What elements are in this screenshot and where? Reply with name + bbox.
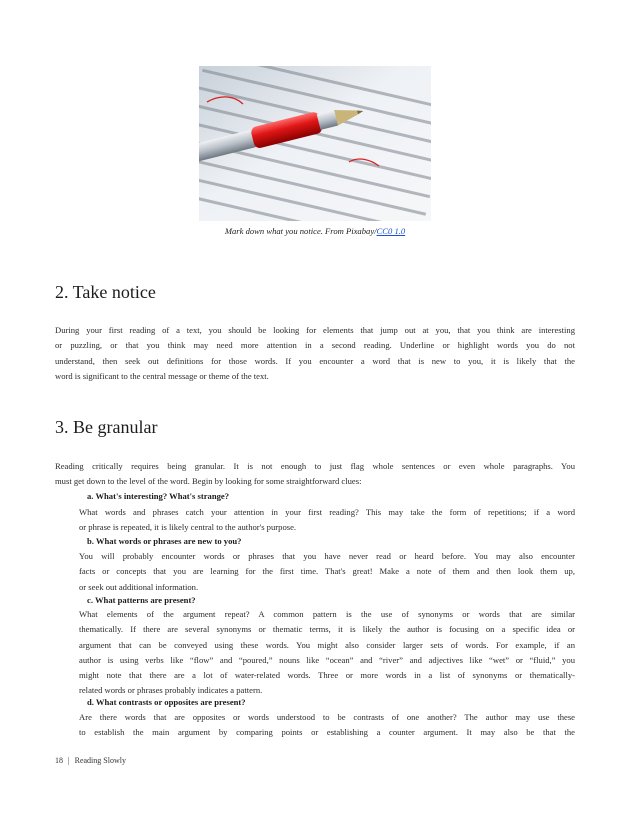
figure-photo bbox=[199, 66, 431, 221]
clue-d-body bbox=[79, 710, 575, 741]
paragraph-line: might note that there are a lot of water-related words. Three or more words in a list of synonyms or thematically- bbox=[79, 670, 575, 681]
clue-a-title: a. What's interesting? What's strange? bbox=[87, 491, 230, 501]
paragraph-line: You will probably encounter words or phrases that you have never read or heard before. You may also encounter bbox=[79, 551, 575, 561]
paragraph-line: Are there words that are opposites or words understood to be contrasts of one another? The author may use these bbox=[79, 712, 575, 722]
section-heading-be-granular: 3. Be granular bbox=[55, 417, 158, 437]
page-number: 18 bbox=[55, 756, 63, 765]
clue-c-title: c. What patterns are present? bbox=[87, 595, 196, 605]
paragraph-line: or puzzling, or that you think may need more attention in a second reading. Underline or highlight words you do not bbox=[55, 340, 575, 351]
paragraph-line: author is using verbs like “flow” and “poured,” nouns like “ocean” and “river” and adjectives like “wet” or “fluid,” you bbox=[79, 654, 575, 665]
paragraph-line: related words or phrases probably indicates a pattern. bbox=[79, 685, 263, 696]
paragraph-line: or phrase is repeated, it is likely central to the author's purpose. bbox=[79, 522, 297, 533]
clue-b-body bbox=[79, 549, 575, 595]
paragraph-line: What elements of the argument repeat? A common pattern is the use of synonyms or words that are similar bbox=[79, 609, 575, 619]
paragraph-line: argument that can be conveyed using these words. You might also consider larger sets of words. For example, if an bbox=[79, 639, 575, 650]
paragraph-line: What words and phrases catch your attention in your first reading? This may take the form of repetitions; if a word bbox=[79, 507, 575, 517]
caption-text: Mark down what you notice. From Pixabay/ bbox=[224, 226, 377, 236]
paragraph-line: thematically. If there are several synonyms or thematic terms, it is likely the author is focusing on a specific idea or bbox=[79, 624, 575, 635]
footer-separator: | bbox=[68, 756, 70, 765]
page-footer bbox=[55, 756, 126, 765]
paragraph-line: understand, then seek out definitions for those words. If you encounter a word that is new to you, it is likely that the bbox=[55, 355, 575, 366]
red-pen-photo bbox=[199, 66, 431, 221]
be-granular-intro bbox=[55, 459, 575, 490]
paragraph-line: Reading critically requires being granular. It is not enough to just flag whole sentences or even whole paragraphs. You bbox=[55, 461, 575, 471]
caption-license-link[interactable]: CC0 1.0 bbox=[376, 226, 406, 236]
paragraph-line: to establish the main argument by comparing points or establishing a counter argument. It may also be that the bbox=[79, 727, 575, 738]
figure-caption bbox=[0, 226, 630, 236]
paragraph-line: facts or concepts that you are learning for the first time. That's great! Make a note of them and then look them up, bbox=[79, 566, 575, 577]
book-title: Reading Slowly bbox=[74, 756, 126, 765]
paragraph-line: must get down to the level of the word. Begin by looking for some straightforward clues: bbox=[55, 476, 362, 487]
paragraph-line: During your first reading of a text, you should be looking for elements that jump out at you, that you think are interesting bbox=[55, 325, 575, 335]
clue-b-title: b. What words or phrases are new to you? bbox=[87, 536, 242, 546]
paragraph-line: or seek out additional information. bbox=[79, 581, 199, 592]
paragraph-line: word is significant to the central message or theme of the text. bbox=[55, 370, 269, 381]
clue-d-title: d. What contrasts or opposites are present? bbox=[87, 697, 246, 707]
take-notice-paragraph bbox=[55, 323, 575, 384]
clue-a-body bbox=[79, 505, 575, 536]
clue-c-body bbox=[79, 607, 575, 699]
section-heading-take-notice: 2. Take notice bbox=[55, 282, 156, 302]
